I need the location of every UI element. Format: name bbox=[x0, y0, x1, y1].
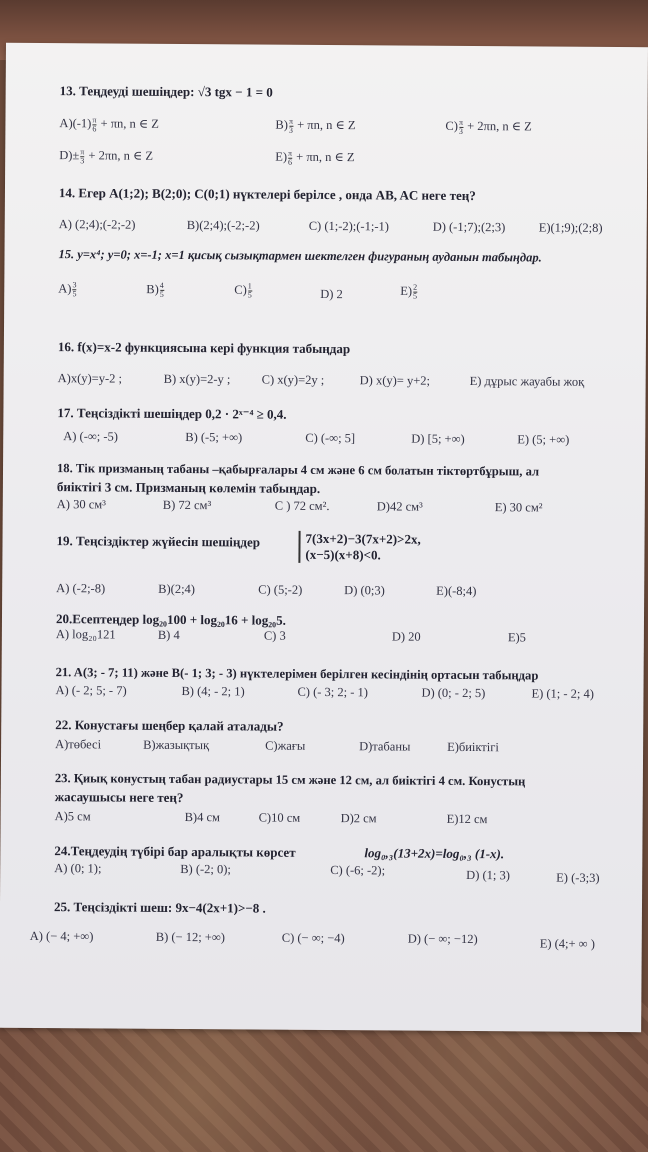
q23-option-b: B)4 см bbox=[184, 810, 220, 825]
q19-option-d: D) (0;3) bbox=[344, 583, 385, 598]
q24-equation: log₀,₃(13+2x)=log₀,₃ (1-x). bbox=[364, 845, 505, 862]
q13-option-e: E) $\frac{\pi}{6}$ + πn, n ∈ Z bbox=[275, 148, 355, 167]
q24-option-d: D) (1; 3) bbox=[466, 867, 511, 883]
q22-option-b: B)жазықтық bbox=[143, 737, 210, 753]
q15-option-c: C) $\frac{1}{5}$ bbox=[234, 281, 252, 300]
q21-option-a: A) (- 2; 5; - 7) bbox=[55, 683, 127, 698]
q25-option-b: B) (− 12; +∞) bbox=[155, 929, 226, 945]
q15-option-d: D) 2 bbox=[320, 286, 343, 302]
q14-option-a: A) (2;4);(-2;-2) bbox=[58, 217, 136, 232]
q15-option-e: E) $\frac{2}{5}$ bbox=[400, 282, 418, 301]
question-23-stem-line-1: 23. Қиық конустың табан радиустары 15 см және 12 см, ал биіктігі 4 см. Конустың bbox=[54, 771, 526, 789]
q25-option-d: D) (− ∞; −12) bbox=[407, 931, 478, 947]
q14-option-b: B)(2;4);(-2;-2) bbox=[186, 218, 260, 233]
q14-option-d: D) (-1;7);(2;3) bbox=[432, 219, 506, 235]
question-14-stem: 14. Егер А(1;2); В(2;0); С(0;1) нүктелері берілсе , онда AB, AC неге тең? bbox=[58, 185, 476, 204]
exam-sheet bbox=[0, 43, 648, 1032]
q18-option-a: A) 30 см³ bbox=[56, 497, 106, 512]
q23-option-c: C)10 см bbox=[258, 810, 301, 825]
question-18-stem-line-2: биіктігі 3 см. Призманың көлемін табыңдар. bbox=[56, 479, 321, 496]
question-15-stem: 15. y=x⁴; y=0; x=-1; x=1 қисық сызықтармен шектелген фигураның ауданын табыңдар. bbox=[58, 247, 542, 265]
q18-option-c: C ) 72 см². bbox=[274, 498, 330, 514]
q16-option-e: E) дұрыс жауабы жоқ bbox=[469, 374, 585, 389]
q19-option-a: A) (-2;-8) bbox=[56, 581, 106, 596]
question-25-stem: 25. Теңсіздікті шеш: 9x−4(2x+1)>−8 . bbox=[53, 899, 266, 916]
q23-option-a: A)5 см bbox=[54, 809, 91, 824]
q19-system-line-2: (x−5)(x+8)<0. bbox=[305, 546, 381, 563]
question-23-stem-line-2: жасаушысы неге тең? bbox=[54, 789, 184, 806]
q15-option-a: A) $\frac{3}{5}$ bbox=[58, 280, 77, 299]
q13-option-c: C) $\frac{\pi}{3}$ + 2πn, n ∈ Z bbox=[445, 117, 532, 136]
q13-option-a: A)(-1) $\frac{\pi}{6}$ + πn, n ∈ Z bbox=[59, 114, 159, 134]
question-22-stem: 22. Конустағы шеңбер қалай аталады? bbox=[55, 717, 284, 734]
q22-option-c: C)жағы bbox=[265, 738, 306, 753]
q16-option-b: B) x(y)=2-y ; bbox=[163, 371, 231, 387]
q15-option-b: B) $\frac{4}{5}$ bbox=[146, 280, 164, 299]
q21-option-e: E) (1; - 2; 4) bbox=[531, 686, 595, 701]
question-16-stem: 16. f(x)=x-2 функциясына кері функция табыңдар bbox=[57, 339, 351, 357]
q16-option-c: C) x(y)=2y ; bbox=[261, 372, 325, 387]
q25-option-a: A) (− 4; +∞) bbox=[29, 928, 94, 944]
q17-option-c: C) (-∞; 5] bbox=[305, 430, 356, 446]
q17-option-a: A) (-∞; -5) bbox=[63, 429, 119, 444]
q24-option-a: A) (0; 1); bbox=[54, 861, 102, 876]
q25-option-c: C) (− ∞; −4) bbox=[281, 930, 345, 946]
q18-option-d: D)42 см³ bbox=[376, 499, 423, 514]
q19-option-e: E)(-8;4) bbox=[436, 583, 477, 599]
q17-option-d: D) [5; +∞) bbox=[411, 431, 465, 446]
q19-inequality-system bbox=[298, 531, 420, 564]
question-13-stem: 13. Теңдеуді шешіңдер: √3 tgx − 1 = 0 bbox=[59, 83, 273, 100]
q17-option-b: B) (-5; +∞) bbox=[185, 430, 243, 445]
q20-option-b: B) 4 bbox=[157, 627, 180, 642]
q13-option-b: B) $\frac{\pi}{3}$ + πn, n ∈ Z bbox=[275, 116, 356, 135]
q13-option-d: D)± $\frac{\pi}{3}$ + 2πn, n ∈ Z bbox=[59, 146, 154, 165]
question-17-stem: 17. Теңсіздікті шешіңдер 0,2 · 2ˣ⁻⁴ ≥ 0,4. bbox=[57, 405, 287, 422]
q22-option-e: E)биіктігі bbox=[447, 739, 499, 755]
q22-option-d: D)табаны bbox=[359, 739, 411, 754]
q25-option-e: E) (4;+ ∞ ) bbox=[539, 936, 595, 951]
q14-option-c: C) (1;-2);(-1;-1) bbox=[308, 218, 389, 234]
q16-option-a: A)x(y)=y-2 ; bbox=[57, 371, 123, 386]
q20-option-c: C) 3 bbox=[263, 628, 286, 643]
question-21-stem: 21. A(3; - 7; 11) және B(- 1; 3; - 3) нүктелерімен берілген кесіндінің ортасын табыңдар bbox=[55, 665, 539, 683]
question-19-stem: 19. Теңсіздіктер жүйесін шешіңдер bbox=[56, 533, 261, 550]
q24-option-b: B) (-2; 0); bbox=[180, 861, 231, 877]
q24-option-c: C) (-6; -2); bbox=[330, 863, 386, 878]
q20-option-d: D) 20 bbox=[391, 629, 421, 644]
q23-option-e: E)12 см bbox=[446, 811, 488, 827]
q24-option-e: E) (-3;3) bbox=[556, 870, 600, 885]
q21-option-c: C) (- 3; 2; - 1) bbox=[297, 684, 369, 700]
q19-system-line-1: 7(3x+2)−3(7x+2)>2x, bbox=[305, 530, 421, 547]
q14-option-e: E)(1;9);(2;8) bbox=[538, 220, 603, 235]
q21-option-b: B) (4; - 2; 1) bbox=[181, 684, 245, 699]
q20-option-a: A) log₂₀121 bbox=[55, 627, 116, 642]
question-24-stem: 24.Теңдеудің түбірі бар аралықты көрсет bbox=[54, 843, 296, 860]
q22-option-a: A)төбесі bbox=[55, 737, 102, 752]
q18-option-b: B) 72 см³ bbox=[162, 497, 212, 513]
question-18-stem-line-1: 18. Тік призманың табаны –қабырғалары 4 см және 6 см болатын тіктөртбұрыш, ал bbox=[56, 461, 540, 479]
q17-option-e: E) (5; +∞) bbox=[517, 432, 570, 447]
q20-option-e: E)5 bbox=[507, 630, 526, 645]
q23-option-d: D)2 см bbox=[340, 811, 377, 826]
q18-option-e: E) 30 см² bbox=[494, 500, 543, 515]
question-20-stem: 20.Есептеңдер log₂₀100 + log₂₀16 + log₂₀5. bbox=[55, 611, 286, 628]
q21-option-d: D) (0; - 2; 5) bbox=[421, 685, 486, 701]
q19-option-b: B)(2;4) bbox=[158, 581, 196, 597]
q16-option-d: D) x(y)= y+2; bbox=[359, 373, 431, 388]
q19-option-c: C) (5;-2) bbox=[258, 582, 303, 597]
